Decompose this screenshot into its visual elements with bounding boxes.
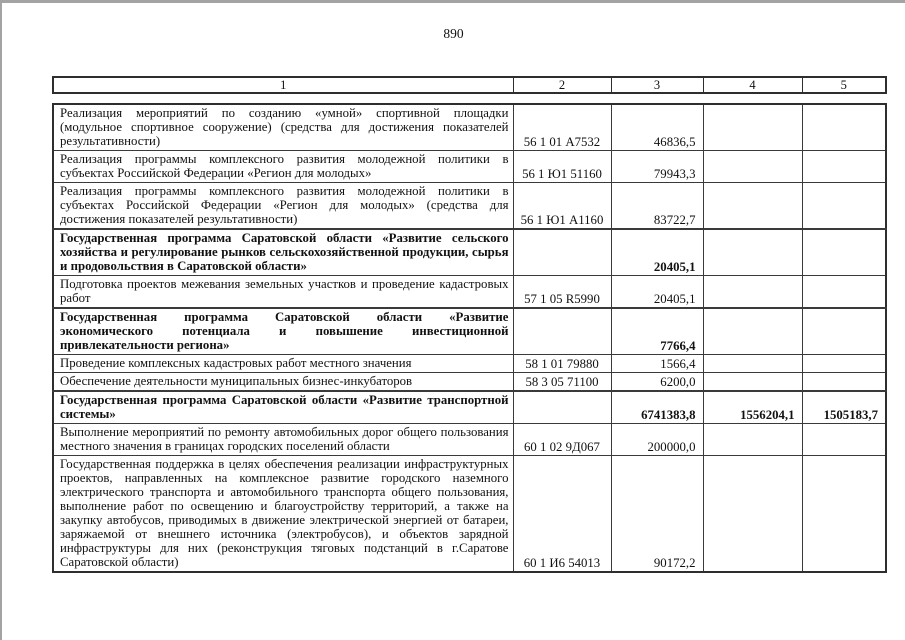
expense-name-cell: Обеспечение деятельности муниципальных бизнес-инкубаторов xyxy=(53,373,513,392)
amount-col3-cell: 6200,0 xyxy=(611,373,703,392)
program-total-row xyxy=(53,229,886,276)
table-row xyxy=(53,183,886,230)
amount-col5-cell xyxy=(802,151,886,183)
table-row xyxy=(53,456,886,573)
amount-col4-cell: 1556204,1 xyxy=(703,391,802,424)
amount-col4-cell xyxy=(703,424,802,456)
amount-col3-cell: 83722,7 xyxy=(611,183,703,230)
target-code-cell: 57 1 05 R5990 xyxy=(513,276,611,309)
expense-name-cell: Подготовка проектов межевания земельных участков и проведение кадастровых работ xyxy=(53,276,513,309)
amount-col4-cell xyxy=(703,456,802,573)
amount-col4-cell xyxy=(703,308,802,355)
expense-name-cell: Выполнение мероприятий по ремонту автомобильных дорог общего пользования местного значения в границах городских поселений области xyxy=(53,424,513,456)
table-row xyxy=(53,373,886,392)
amount-col3-cell: 1566,4 xyxy=(611,355,703,373)
column-header-4: 4 xyxy=(703,77,802,93)
amount-col5-cell: 1505183,7 xyxy=(802,391,886,424)
target-code-cell: 60 1 И6 54013 xyxy=(513,456,611,573)
table-row xyxy=(53,424,886,456)
amount-col3-cell: 7766,4 xyxy=(611,308,703,355)
amount-col5-cell xyxy=(802,104,886,151)
expense-name-cell: Государственная поддержка в целях обеспечения реализации инфраструктурных проектов, направленных на комплексное развитие городского наземного электрического транспорта и автомобильного транспорта общего пользования, выполнение работ по освещению и благоустройству территорий, а также на закупку автобусов, приводимых в движение электрической энергией от батареи, заряжаемой от внешнего источника (электробусов), и объектов зарядной инфраструктуры для них (реконструкция тяговых подстанций в г.Саратове Саратовской области) xyxy=(53,456,513,573)
target-code-cell: 56 1 01 А7532 xyxy=(513,104,611,151)
amount-col3-cell: 46836,5 xyxy=(611,104,703,151)
amount-col4-cell xyxy=(703,104,802,151)
target-code-cell xyxy=(513,229,611,276)
column-number-header xyxy=(52,76,887,94)
amount-col4-cell xyxy=(703,373,802,392)
target-code-cell xyxy=(513,391,611,424)
amount-col4-cell xyxy=(703,151,802,183)
target-code-cell xyxy=(513,308,611,355)
amount-col5-cell xyxy=(802,229,886,276)
amount-col4-cell xyxy=(703,183,802,230)
table-row xyxy=(53,151,886,183)
expense-name-cell: Государственная программа Саратовской области «Развитие транспортной системы» xyxy=(53,391,513,424)
amount-col3-cell: 20405,1 xyxy=(611,276,703,309)
target-code-cell: 60 1 02 9Д067 xyxy=(513,424,611,456)
table-row xyxy=(53,104,886,151)
expense-name-cell: Реализация программы комплексного развития молодежной политики в субъектах Российской Федерации «Регион для молодых» (средства для достижения показателей результативности) xyxy=(53,183,513,230)
expense-name-cell: Реализация мероприятий по созданию «умной» спортивной площадки (модульное спортивное сооружение) (средства для достижения показателей результативности) xyxy=(53,104,513,151)
page-number: 890 xyxy=(443,26,464,41)
column-header-1: 1 xyxy=(53,77,513,93)
expense-name-cell: Государственная программа Саратовской области «Развитие экономического потенциала и повышение инвестиционной привлекательности региона» xyxy=(53,308,513,355)
amount-col3-cell: 6741383,8 xyxy=(611,391,703,424)
amount-col3-cell: 90172,2 xyxy=(611,456,703,573)
expense-name-cell: Государственная программа Саратовской области «Развитие сельского хозяйства и регулирование рынков сельскохозяйственной продукции, сырья и продовольствия в Саратовской области» xyxy=(53,229,513,276)
amount-col5-cell xyxy=(802,355,886,373)
target-code-cell: 58 3 05 71100 xyxy=(513,373,611,392)
amount-col5-cell xyxy=(802,424,886,456)
amount-col5-cell xyxy=(802,308,886,355)
program-total-row xyxy=(53,308,886,355)
expense-name-cell: Реализация программы комплексного развития молодежной политики в субъектах Российской Федерации «Регион для молодых» xyxy=(53,151,513,183)
amount-col4-cell xyxy=(703,276,802,309)
amount-col3-cell: 200000,0 xyxy=(611,424,703,456)
expense-name-cell: Проведение комплексных кадастровых работ местного значения xyxy=(53,355,513,373)
amount-col5-cell xyxy=(802,276,886,309)
amount-col4-cell xyxy=(703,229,802,276)
program-total-row xyxy=(53,391,886,424)
budget-table xyxy=(52,103,887,573)
amount-col3-cell: 79943,3 xyxy=(611,151,703,183)
amount-col5-cell xyxy=(802,183,886,230)
column-header-5: 5 xyxy=(802,77,886,93)
target-code-cell: 56 1 Ю1 А1160 xyxy=(513,183,611,230)
amount-col3-cell: 20405,1 xyxy=(611,229,703,276)
amount-col5-cell xyxy=(802,373,886,392)
table-row xyxy=(53,355,886,373)
column-header-3: 3 xyxy=(611,77,703,93)
target-code-cell: 58 1 01 79880 xyxy=(513,355,611,373)
amount-col4-cell xyxy=(703,355,802,373)
column-header-row xyxy=(53,77,886,93)
table-row xyxy=(53,276,886,309)
amount-col5-cell xyxy=(802,456,886,573)
target-code-cell: 56 1 Ю1 51160 xyxy=(513,151,611,183)
column-header-2: 2 xyxy=(513,77,611,93)
